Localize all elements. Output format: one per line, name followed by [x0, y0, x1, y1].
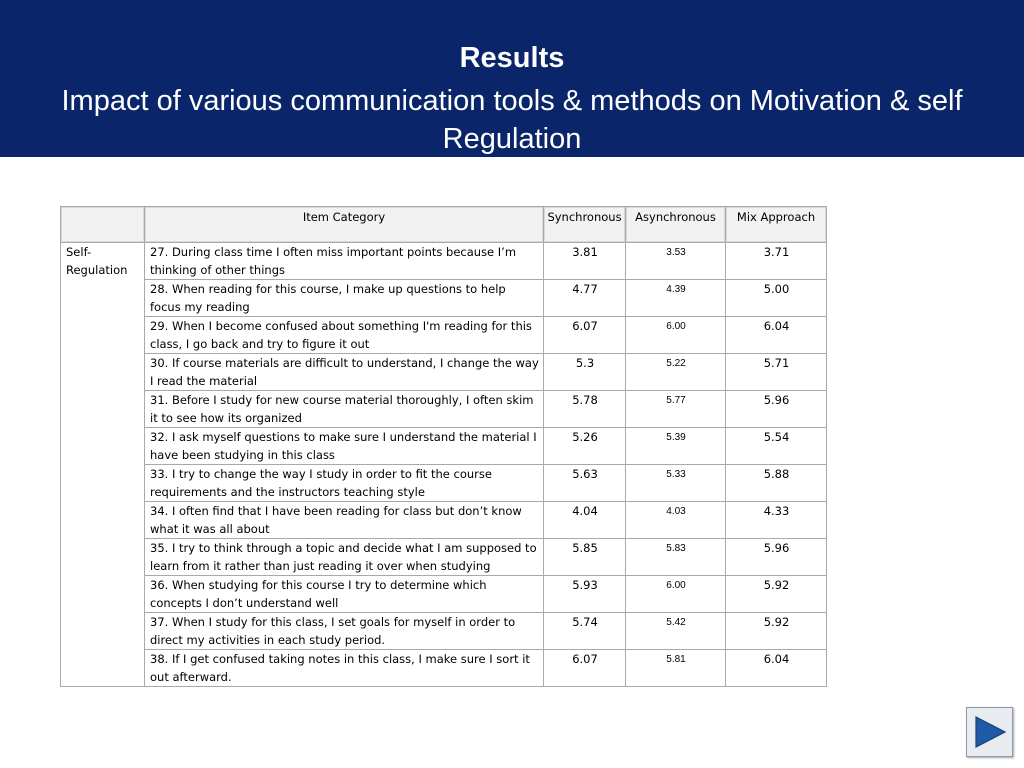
column-header-asynchronous: Asynchronous	[626, 207, 726, 243]
table-row	[61, 428, 827, 465]
synchronous-cell: 5.63	[544, 465, 626, 502]
asynchronous-cell: 5.33	[626, 465, 726, 502]
next-slide-button[interactable]	[966, 707, 1013, 757]
column-header-synchronous: Synchronous	[544, 207, 626, 243]
synchronous-cell: 5.93	[544, 576, 626, 613]
asynchronous-cell: 5.39	[626, 428, 726, 465]
table-row	[61, 539, 827, 576]
synchronous-cell: 5.26	[544, 428, 626, 465]
column-header-mix-approach: Mix Approach	[726, 207, 827, 243]
synchronous-cell: 5.3	[544, 354, 626, 391]
slide-subtitle: Impact of various communication tools & methods on Motivation & self Regulation	[61, 85, 963, 155]
asynchronous-cell: 6.00	[626, 576, 726, 613]
column-header-category	[61, 207, 145, 243]
synchronous-cell: 4.04	[544, 502, 626, 539]
table-row	[61, 280, 827, 317]
item-cell: 32. I ask myself questions to make sure I understand the material I have been studying in this class	[145, 428, 544, 465]
synchronous-cell: 3.81	[544, 243, 626, 280]
play-arrow-icon	[972, 714, 1008, 750]
mix-approach-cell: 5.92	[726, 576, 827, 613]
asynchronous-cell: 5.22	[626, 354, 726, 391]
synchronous-cell: 6.07	[544, 317, 626, 354]
item-cell: 31. Before I study for new course material thoroughly, I often skim it to see how its organized	[145, 391, 544, 428]
item-cell: 38. If I get confused taking notes in this class, I make sure I sort it out afterward.	[145, 650, 544, 687]
results-table	[60, 206, 827, 687]
item-cell: 29. When I become confused about something I'm reading for this class, I go back and try to figure it out	[145, 317, 544, 354]
synchronous-cell: 4.77	[544, 280, 626, 317]
mix-approach-cell: 5.00	[726, 280, 827, 317]
mix-approach-cell: 5.96	[726, 539, 827, 576]
table-row	[61, 243, 827, 280]
item-cell: 36. When studying for this course I try to determine which concepts I don’t understand well	[145, 576, 544, 613]
asynchronous-cell: 5.81	[626, 650, 726, 687]
table-row	[61, 650, 827, 687]
column-header-item-category: Item Category	[145, 207, 544, 243]
slide-header	[0, 0, 1024, 157]
synchronous-cell: 5.78	[544, 391, 626, 428]
asynchronous-cell: 5.77	[626, 391, 726, 428]
asynchronous-cell: 3.53	[626, 243, 726, 280]
item-cell: 35. I try to think through a topic and decide what I am supposed to learn from it rather than just reading it over when studying	[145, 539, 544, 576]
table-row	[61, 502, 827, 539]
slide-title: Results	[459, 42, 565, 74]
item-cell: 27. During class time I often miss important points because I’m thinking of other things	[145, 243, 544, 280]
item-cell: 37. When I study for this class, I set goals for myself in order to direct my activities in each study period.	[145, 613, 544, 650]
asynchronous-cell: 4.39	[626, 280, 726, 317]
mix-approach-cell: 5.92	[726, 613, 827, 650]
synchronous-cell: 6.07	[544, 650, 626, 687]
asynchronous-cell: 5.83	[626, 539, 726, 576]
mix-approach-cell: 6.04	[726, 317, 827, 354]
category-cell: Self-Regulation	[61, 243, 145, 687]
mix-approach-cell: 5.54	[726, 428, 827, 465]
asynchronous-cell: 6.00	[626, 317, 726, 354]
mix-approach-cell: 4.33	[726, 502, 827, 539]
mix-approach-cell: 5.96	[726, 391, 827, 428]
table-row	[61, 317, 827, 354]
synchronous-cell: 5.74	[544, 613, 626, 650]
mix-approach-cell: 6.04	[726, 650, 827, 687]
asynchronous-cell: 5.42	[626, 613, 726, 650]
mix-approach-cell: 3.71	[726, 243, 827, 280]
item-cell: 30. If course materials are difficult to understand, I change the way I read the material	[145, 354, 544, 391]
table-row	[61, 613, 827, 650]
table-row	[61, 354, 827, 391]
mix-approach-cell: 5.71	[726, 354, 827, 391]
table-row	[61, 465, 827, 502]
table-body	[61, 243, 827, 687]
item-cell: 28. When reading for this course, I make up questions to help focus my reading	[145, 280, 544, 317]
table-header-row	[61, 207, 827, 243]
synchronous-cell: 5.85	[544, 539, 626, 576]
mix-approach-cell: 5.88	[726, 465, 827, 502]
table-row	[61, 576, 827, 613]
table-row	[61, 391, 827, 428]
item-cell: 34. I often find that I have been reading for class but don’t know what it was all about	[145, 502, 544, 539]
asynchronous-cell: 4.03	[626, 502, 726, 539]
item-cell: 33. I try to change the way I study in order to fit the course requirements and the instructors teaching style	[145, 465, 544, 502]
